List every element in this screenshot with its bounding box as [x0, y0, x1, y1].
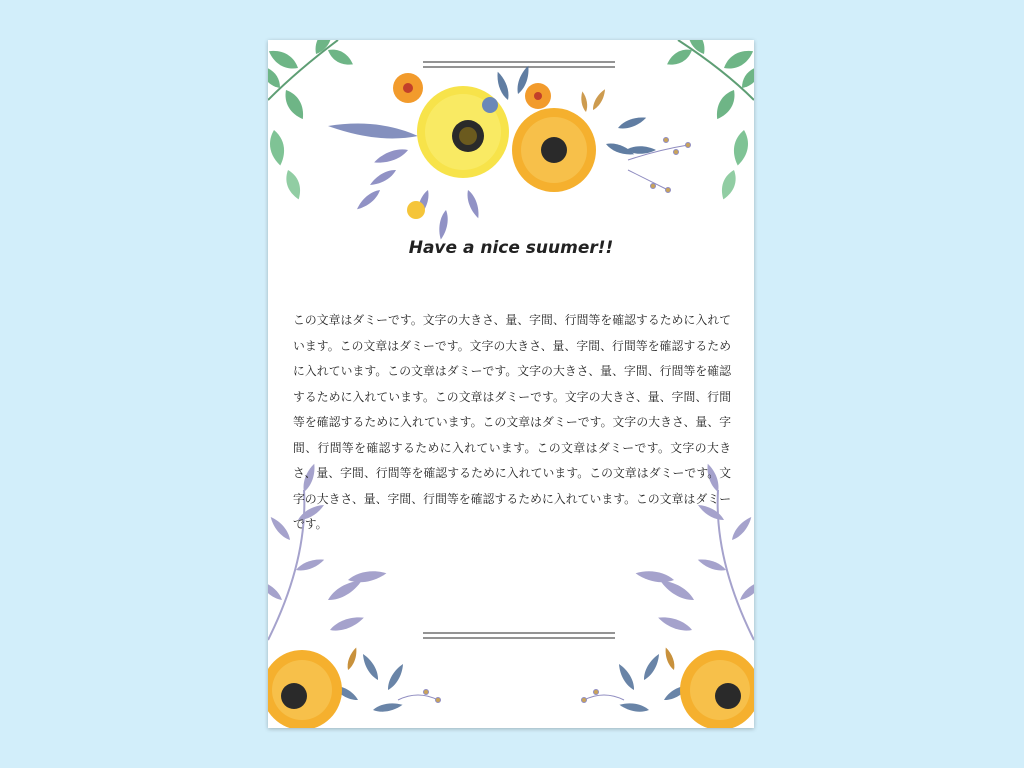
top-bouquet [328, 65, 691, 241]
top-left-leaf-sprig [268, 40, 356, 201]
top-right-leaf-sprig [664, 40, 754, 201]
letter-title: Have a nice suumer!! [408, 238, 614, 258]
bottom-divider [423, 633, 615, 638]
small-blue-flower [482, 97, 498, 113]
bottom-right-flower-cluster [582, 646, 755, 728]
letter-body-text: この文章はダミーです。文字の大きさ、量、字間、行間等を確認するために入れています。この文章はダミーです。文字の大きさ、量、字間、行間等を確認するために入れています。この文章はダミーです。文字の大きさ、量、字間、行間等を確認するために入れています。この文章はダミーです。文字の大きさ、量、字間、行間等を確認するために入れています。この文章はダミーです。文字の大きさ、量、字間、行間等を確認するために入れています。この文章はダミーです。文字の大きさ、量、字間、行間等を確認するために入れています。この文章はダミーです。文字の大きさ、量、字間、行間等を確認するために入れています。この文章はダミーです。 [293, 313, 731, 531]
letter-page [268, 40, 754, 728]
orange-flower [512, 108, 596, 192]
top-divider [423, 62, 615, 67]
bottom-left-flower-cluster [268, 646, 441, 728]
